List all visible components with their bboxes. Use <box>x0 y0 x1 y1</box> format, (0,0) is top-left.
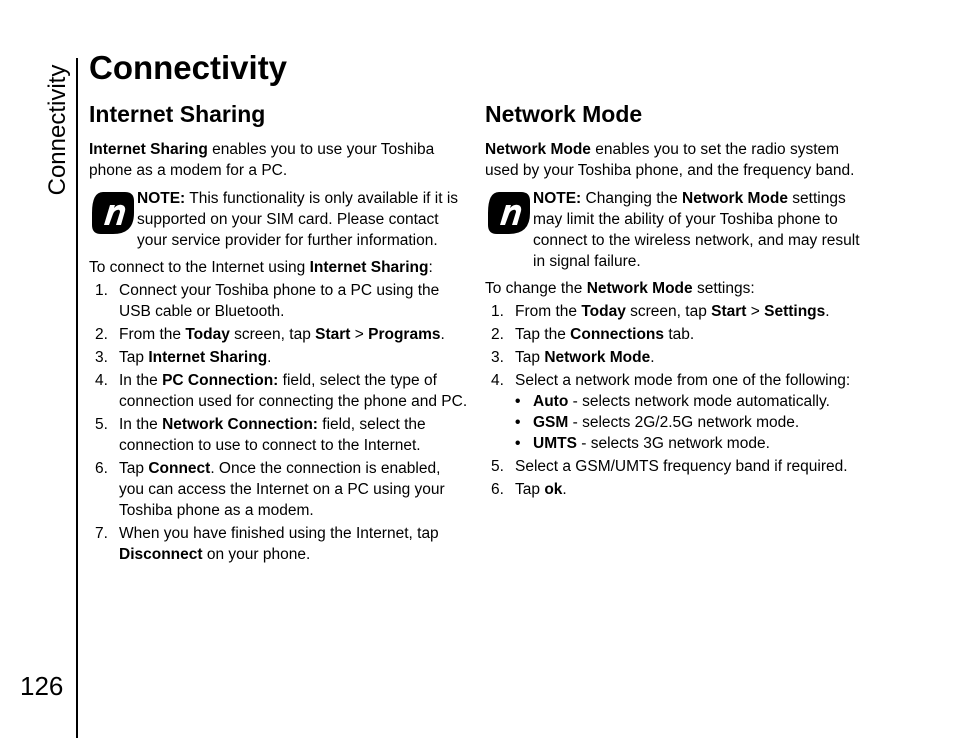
note-body: Changing the <box>581 190 683 207</box>
note-label: NOTE: <box>137 190 186 207</box>
step-text: Connect your Toshiba phone to a PC using the USB cable or Bluetooth. <box>119 282 440 320</box>
step-term: Today <box>581 303 626 320</box>
step-text: . <box>825 303 830 320</box>
step-text: Tap <box>515 481 545 498</box>
step-item <box>89 458 469 521</box>
note-term: Network Mode <box>682 190 788 207</box>
network-mode-options <box>515 391 865 454</box>
step-text: . <box>267 349 272 366</box>
bullet-mark: • <box>515 435 521 452</box>
step-number: 6. <box>95 460 108 477</box>
note-label: NOTE: <box>533 190 582 207</box>
step-text: . <box>562 481 567 498</box>
step-item <box>485 347 865 368</box>
note-body: settings may limit the ability of your Toshiba phone to connect to the wireless network, and may result in signal failure. <box>533 190 860 270</box>
internet-sharing-heading: Internet Sharing <box>89 101 266 127</box>
step-text: Tap <box>515 349 545 366</box>
step-item <box>485 456 865 477</box>
step-text: From the <box>119 326 186 343</box>
lead-end: : <box>428 259 433 276</box>
step-text: When you have finished using the Internet, tap <box>119 525 439 542</box>
step-text: tab. <box>664 326 695 343</box>
step-item <box>89 280 469 322</box>
step-text: Tap <box>119 349 149 366</box>
step-text: screen, tap <box>625 303 712 320</box>
step-text: field, select the type of connection used for connecting the phone and PC. <box>119 372 468 410</box>
option-item <box>515 391 865 412</box>
step-number: 4. <box>95 372 108 389</box>
step-term: Settings <box>764 303 826 320</box>
step-text: . Once the connection is enabled, you can access the Internet on a PC using your Toshiba phone as a modem. <box>119 460 445 519</box>
step-number: 5. <box>491 458 504 475</box>
lead-end: settings: <box>692 280 755 297</box>
step-text: > <box>746 303 765 320</box>
step-text: screen, tap <box>229 326 316 343</box>
note-icon <box>485 189 533 237</box>
step-number: 3. <box>95 349 108 366</box>
note-box <box>485 188 865 272</box>
step-item <box>485 370 865 454</box>
step-text: on your phone. <box>202 546 311 563</box>
step-term: Start <box>315 326 351 343</box>
side-tab <box>38 60 78 200</box>
lead-term: Internet Sharing <box>309 259 429 276</box>
network-mode-intro <box>485 139 865 181</box>
step-text: Tap <box>119 460 149 477</box>
step-number: 4. <box>491 372 504 389</box>
bullet-mark: • <box>515 393 521 410</box>
network-mode-steps <box>485 301 865 500</box>
network-mode-heading: Network Mode <box>485 101 643 127</box>
step-item <box>89 324 469 345</box>
step-text: . <box>650 349 655 366</box>
step-item <box>485 479 865 500</box>
step-text: From the <box>515 303 582 320</box>
steps-lead <box>485 278 865 299</box>
step-term: Today <box>185 326 230 343</box>
step-term: Connections <box>570 326 665 343</box>
step-term: Disconnect <box>119 546 203 563</box>
step-number: 5. <box>95 416 108 433</box>
page-number: 126 <box>20 671 64 701</box>
step-text: > <box>350 326 369 343</box>
step-number: 1. <box>95 282 108 299</box>
network-mode-section <box>485 97 865 502</box>
step-text: Select a GSM/UMTS frequency band if required. <box>515 458 848 475</box>
step-item <box>89 523 469 565</box>
step-number: 2. <box>491 326 504 343</box>
option-term: UMTS <box>533 435 577 452</box>
step-item <box>89 370 469 412</box>
intro-term: Network Mode <box>485 141 591 158</box>
step-number: 6. <box>491 481 504 498</box>
step-number: 2. <box>95 326 108 343</box>
step-text: field, select the connection to use to connect to the Internet. <box>119 416 426 454</box>
internet-sharing-section <box>89 97 469 567</box>
side-tab-label: Connectivity <box>44 64 71 196</box>
intro-term: Internet Sharing <box>89 141 208 158</box>
step-term: PC Connection: <box>162 372 279 389</box>
step-text: In the <box>119 372 163 389</box>
margin-rule <box>76 58 78 738</box>
step-number: 1. <box>491 303 504 320</box>
internet-sharing-intro <box>89 139 469 181</box>
step-term: Network Connection: <box>162 416 318 433</box>
step-text: . <box>440 326 445 343</box>
option-item <box>515 412 865 433</box>
note-icon <box>89 189 137 237</box>
page-title: Connectivity <box>89 49 288 86</box>
step-text: In the <box>119 416 163 433</box>
step-item <box>485 324 865 345</box>
option-text: - selects network mode automatically. <box>568 393 830 410</box>
step-term: ok <box>544 481 563 498</box>
note-box <box>89 188 469 251</box>
step-term: Start <box>711 303 747 320</box>
note-body: This functionality is only available if it is supported on your SIM card. Please contact your service provider for further information. <box>137 190 459 249</box>
step-term: Programs <box>368 326 441 343</box>
step-number: 7. <box>95 525 108 542</box>
note-text <box>137 188 469 251</box>
bullet-mark: • <box>515 414 521 431</box>
step-term: Internet Sharing <box>148 349 268 366</box>
internet-sharing-steps <box>89 280 469 565</box>
step-item <box>485 301 865 322</box>
option-text: - selects 2G/2.5G network mode. <box>568 414 800 431</box>
steps-lead <box>89 257 469 278</box>
step-term: Connect <box>148 460 211 477</box>
note-text <box>533 188 865 272</box>
step-text: Select a network mode from one of the following: <box>515 372 851 389</box>
intro-text: enables you to use your Toshiba phone as a modem for a PC. <box>89 141 435 179</box>
option-term: Auto <box>533 393 569 410</box>
lead-text: To change the <box>485 280 587 297</box>
intro-text: enables you to set the radio system used by your Toshiba phone, and the frequency band. <box>485 141 855 179</box>
lead-text: To connect to the Internet using <box>89 259 310 276</box>
step-term: Network Mode <box>544 349 651 366</box>
lead-term: Network Mode <box>586 280 693 297</box>
step-text: Tap the <box>515 326 571 343</box>
option-term: GSM <box>533 414 569 431</box>
step-number: 3. <box>491 349 504 366</box>
option-text: - selects 3G network mode. <box>576 435 770 452</box>
step-item <box>89 347 469 368</box>
option-item <box>515 433 865 454</box>
step-item <box>89 414 469 456</box>
